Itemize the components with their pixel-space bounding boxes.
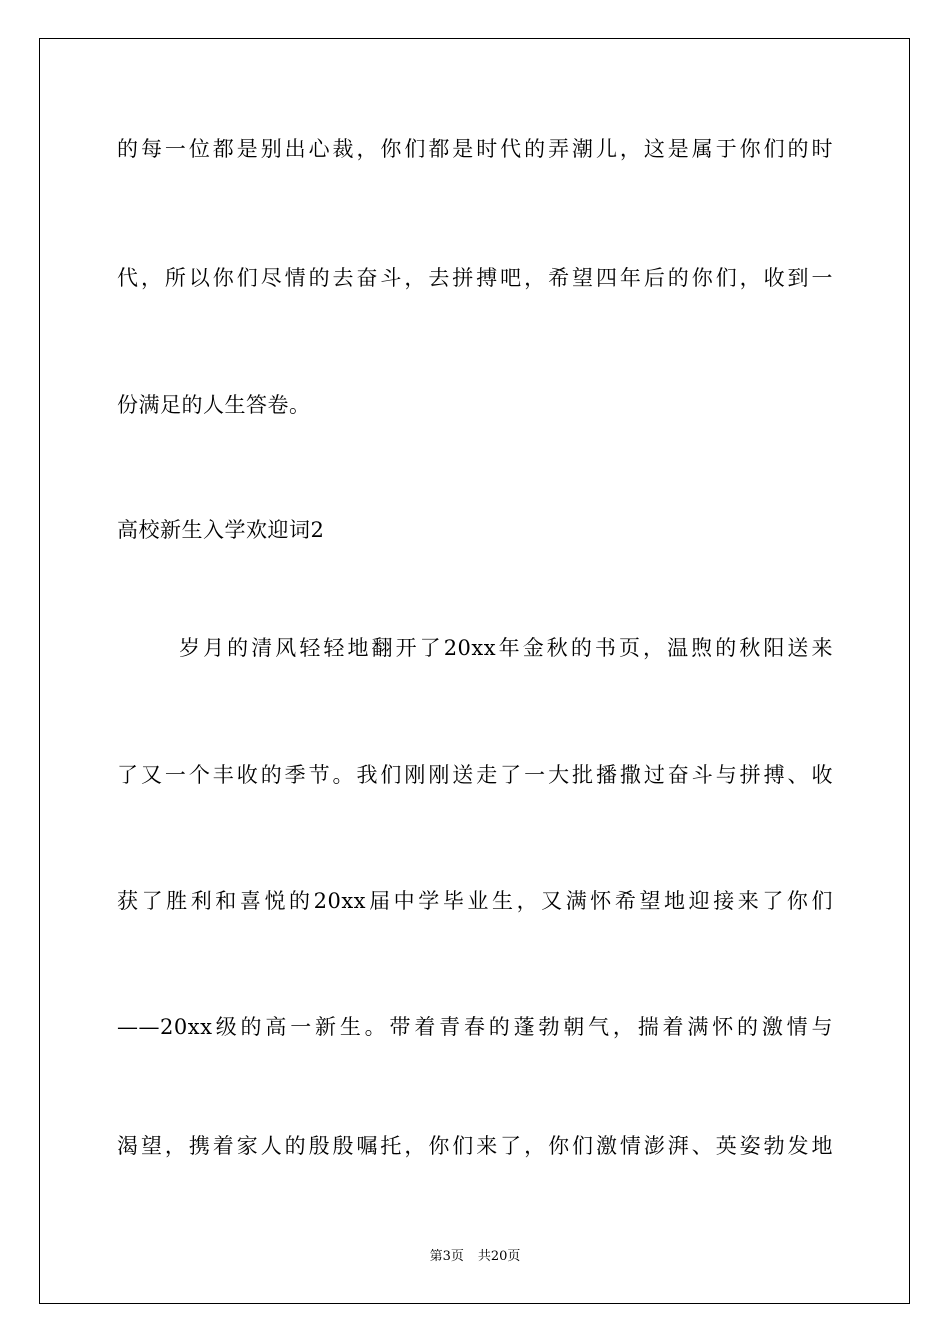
page-footer — [0, 1248, 950, 1266]
body-text-line-3: 份满足的人生答卷。 — [117, 393, 311, 417]
section-text-line-4: ——20xx级的高一新生。带着青春的蓬勃朝气，揣着满怀的激情与 — [117, 1015, 833, 1039]
section-text-line-5: 渴望，携着家人的殷殷嘱托，你们来了，你们激情澎湃、英姿勃发地 — [117, 1134, 833, 1158]
section-heading: 高校新生入学欢迎词2 — [117, 518, 325, 542]
section-text-line-1: 岁月的清风轻轻地翻开了20xx年金秋的书页，温煦的秋阳送来 — [179, 636, 833, 660]
section-text-line-3: 获了胜利和喜悦的20xx届中学毕业生，又满怀希望地迎接来了你们 — [117, 889, 833, 913]
body-text-line-2: 代，所以你们尽情的去奋斗，去拼搏吧，希望四年后的你们，收到一 — [117, 266, 833, 290]
section-text-line-2: 了又一个丰收的季节。我们刚刚送走了一大批播撒过奋斗与拼搏、收 — [117, 763, 833, 787]
page-total: 共20页 — [477, 1249, 521, 1264]
page-number: 第3页 — [429, 1249, 464, 1264]
page-border — [39, 38, 910, 1304]
body-text-line-1: 的每一位都是别出心裁，你们都是时代的弄潮儿，这是属于你们的时 — [117, 137, 833, 161]
